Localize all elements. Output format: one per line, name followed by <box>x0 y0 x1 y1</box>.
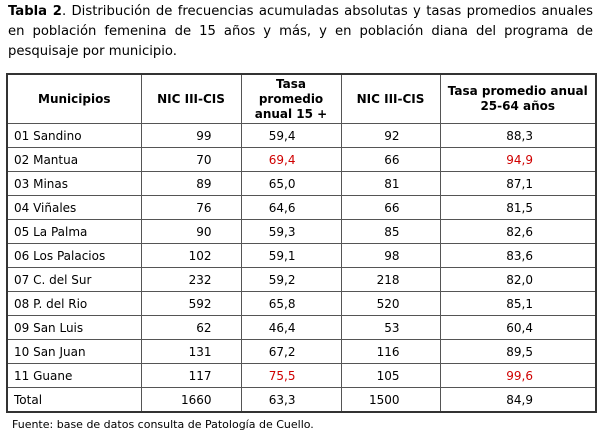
cell-municipio: Total <box>7 388 141 413</box>
table-row <box>7 268 596 292</box>
cell-tasa-25-64: 84,9 <box>440 388 596 413</box>
table-row <box>7 364 596 388</box>
header-nic-25-64: NIC III-CIS <box>341 74 440 124</box>
cell-nic-25-64: 116 <box>341 340 440 364</box>
table-row <box>7 292 596 316</box>
cell-municipio: 02 Mantua <box>7 148 141 172</box>
cell-nic-25-64: 218 <box>341 268 440 292</box>
cell-municipio: 01 Sandino <box>7 124 141 148</box>
cell-tasa-25-64: 87,1 <box>440 172 596 196</box>
header-tasa-15: Tasa promedio anual 15 + <box>241 74 341 124</box>
cell-nic-15: 90 <box>141 220 241 244</box>
cell-municipio: 09 San Luis <box>7 316 141 340</box>
cell-nic-15: 70 <box>141 148 241 172</box>
cell-tasa-25-64: 83,6 <box>440 244 596 268</box>
header-nic-15: NIC III-CIS <box>141 74 241 124</box>
header-tasa-25-64: Tasa promedio anual 25-64 años <box>440 74 596 124</box>
table-source: Fuente: base de datos consulta de Patología de Cuello. <box>12 418 314 431</box>
caption-text: . Distribución de frecuencias acumuladas absolutas y tasas promedios anuales en población femenina de 15 años y más, y en población diana del programa de pesquisaje por municipio. <box>8 4 593 59</box>
cell-tasa-25-64: 88,3 <box>440 124 596 148</box>
cell-municipio: 11 Guane <box>7 364 141 388</box>
cell-municipio: 08 P. del Rio <box>7 292 141 316</box>
table-row <box>7 124 596 148</box>
cell-nic-25-64: 92 <box>341 124 440 148</box>
cell-nic-15: 89 <box>141 172 241 196</box>
cell-tasa-15: 63,3 <box>241 388 341 413</box>
cell-tasa-15: 75,5 <box>241 364 341 388</box>
table-row <box>7 172 596 196</box>
cell-tasa-25-64: 99,6 <box>440 364 596 388</box>
cell-nic-25-64: 105 <box>341 364 440 388</box>
table-caption <box>8 2 593 62</box>
cell-nic-15: 102 <box>141 244 241 268</box>
table-row <box>7 340 596 364</box>
cell-nic-25-64: 520 <box>341 292 440 316</box>
header-municipios: Municipios <box>7 74 141 124</box>
cell-tasa-25-64: 81,5 <box>440 196 596 220</box>
table-row <box>7 388 596 413</box>
table-row <box>7 148 596 172</box>
cell-tasa-15: 46,4 <box>241 316 341 340</box>
cell-municipio: 05 La Palma <box>7 220 141 244</box>
cell-municipio: 04 Viñales <box>7 196 141 220</box>
cell-tasa-15: 65,8 <box>241 292 341 316</box>
table-row <box>7 316 596 340</box>
cell-tasa-25-64: 82,0 <box>440 268 596 292</box>
cell-tasa-25-64: 60,4 <box>440 316 596 340</box>
cell-municipio: 10 San Juan <box>7 340 141 364</box>
cell-nic-15: 1660 <box>141 388 241 413</box>
cell-nic-25-64: 85 <box>341 220 440 244</box>
cell-tasa-15: 67,2 <box>241 340 341 364</box>
cell-tasa-15: 69,4 <box>241 148 341 172</box>
cell-nic-25-64: 1500 <box>341 388 440 413</box>
cell-tasa-25-64: 94,9 <box>440 148 596 172</box>
cell-nic-15: 131 <box>141 340 241 364</box>
cell-tasa-15: 59,4 <box>241 124 341 148</box>
table-row <box>7 244 596 268</box>
table-row <box>7 220 596 244</box>
cell-nic-25-64: 66 <box>341 196 440 220</box>
cell-tasa-15: 59,2 <box>241 268 341 292</box>
cell-nic-15: 232 <box>141 268 241 292</box>
table-row <box>7 196 596 220</box>
cell-municipio: 06 Los Palacios <box>7 244 141 268</box>
cell-tasa-25-64: 85,1 <box>440 292 596 316</box>
cell-nic-15: 62 <box>141 316 241 340</box>
cell-nic-15: 76 <box>141 196 241 220</box>
cell-tasa-25-64: 89,5 <box>440 340 596 364</box>
cell-tasa-15: 64,6 <box>241 196 341 220</box>
cell-municipio: 07 C. del Sur <box>7 268 141 292</box>
cell-tasa-15: 59,1 <box>241 244 341 268</box>
cell-nic-25-64: 53 <box>341 316 440 340</box>
cell-nic-25-64: 66 <box>341 148 440 172</box>
cell-tasa-25-64: 82,6 <box>440 220 596 244</box>
cell-tasa-15: 59,3 <box>241 220 341 244</box>
header-row <box>7 74 596 124</box>
cell-municipio: 03 Minas <box>7 172 141 196</box>
cell-nic-25-64: 98 <box>341 244 440 268</box>
cell-nic-15: 99 <box>141 124 241 148</box>
cell-nic-15: 117 <box>141 364 241 388</box>
table-label: Tabla 2 <box>8 4 62 19</box>
cell-nic-25-64: 81 <box>341 172 440 196</box>
frequency-table <box>6 73 597 413</box>
cell-nic-15: 592 <box>141 292 241 316</box>
cell-tasa-15: 65,0 <box>241 172 341 196</box>
